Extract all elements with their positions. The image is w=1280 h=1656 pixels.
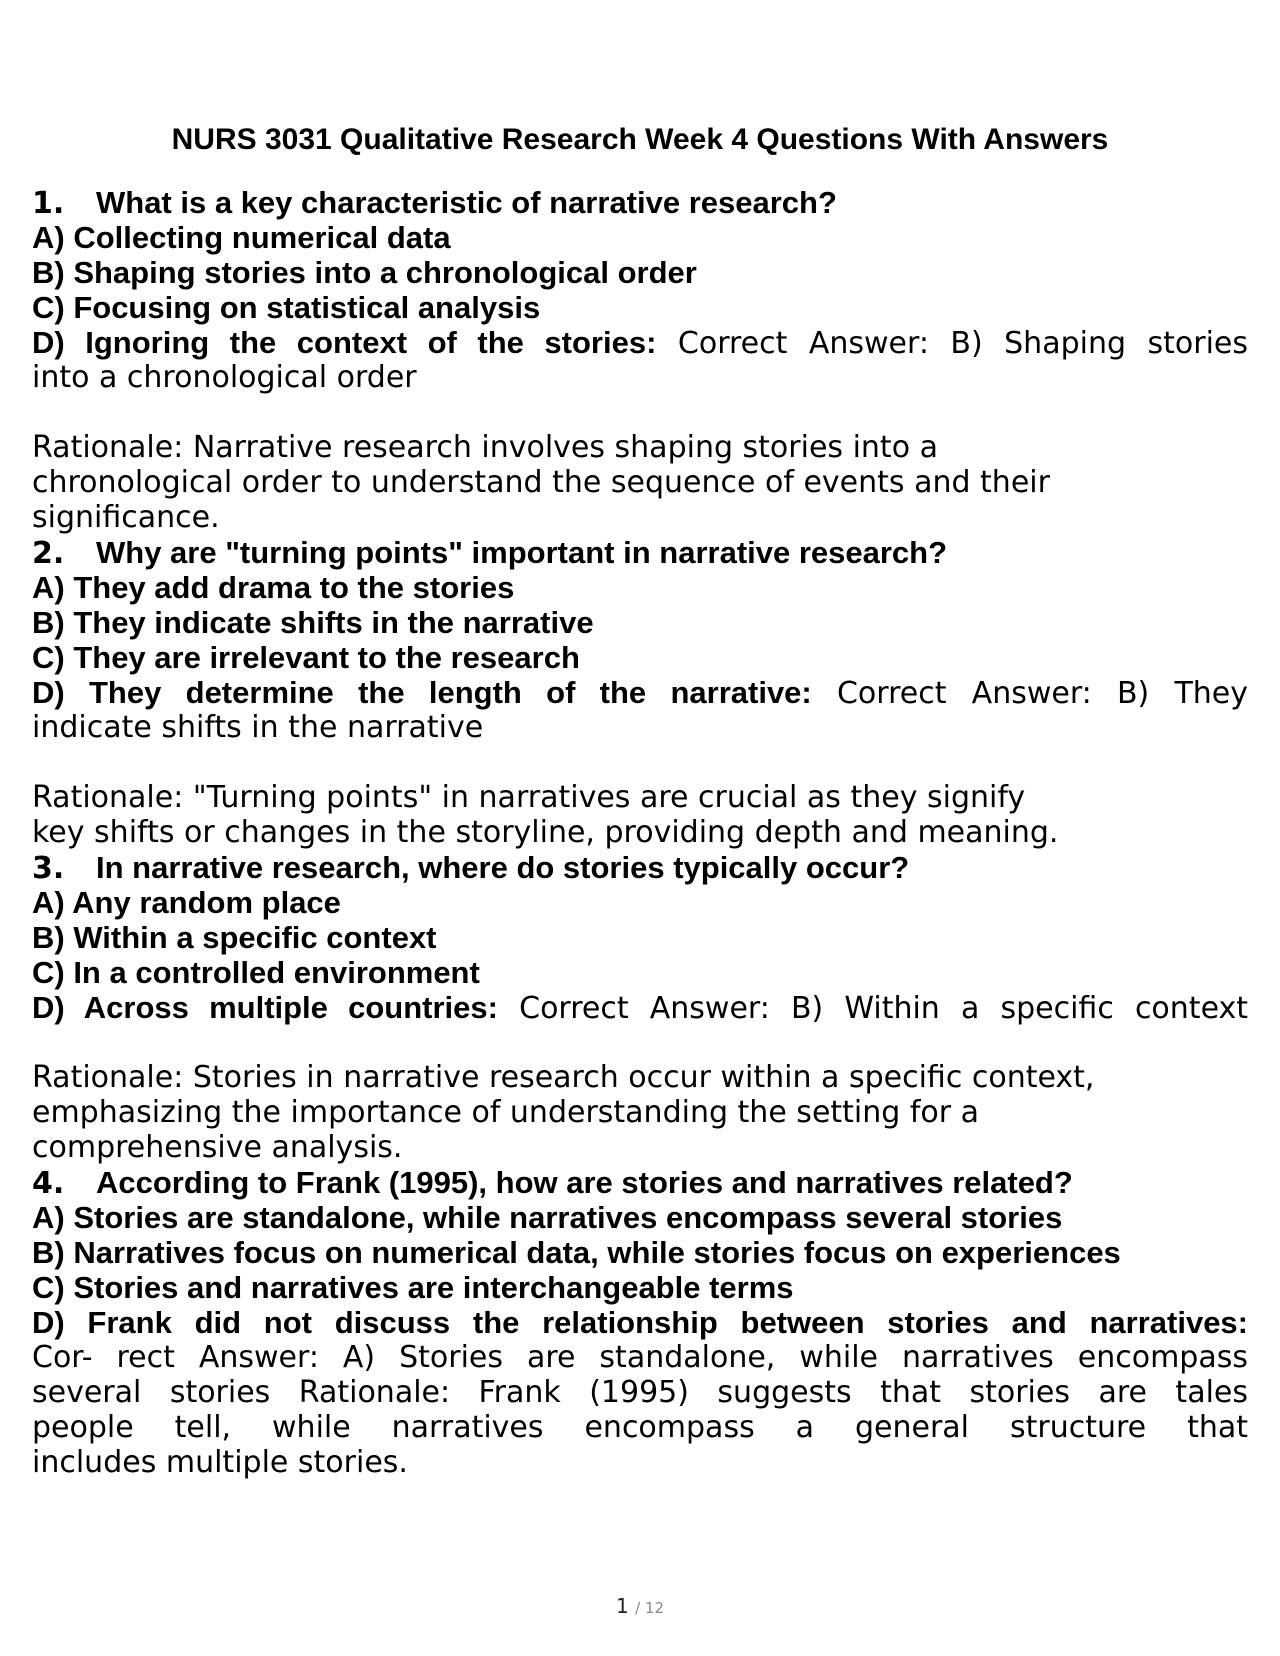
rationale-line: Rationale: Stories in narrative research occur within a specific context, <box>32 1060 1095 1095</box>
option-b: B) They indicate shifts in the narrative <box>32 605 594 640</box>
question-number: 1. <box>32 186 65 221</box>
option-c: C) Focusing on statistical analysis <box>32 290 541 325</box>
option-d-answer <box>32 324 1248 361</box>
option-d: D) Ignoring the context of the stories: <box>32 325 657 360</box>
option-d-answer <box>32 989 1248 1026</box>
answer-text: Correct Answer: B) Shaping stories <box>677 326 1248 361</box>
option-b: B) Shaping stories into a chronological order <box>32 255 697 290</box>
question-text: Why are "turning points" important in narrative research? <box>96 535 948 570</box>
option-b: B) Within a specific context <box>32 920 437 955</box>
question-text: What is a key characteristic of narrative research? <box>96 185 837 220</box>
answer-continuation: indicate shifts in the narrative <box>32 710 484 745</box>
option-a: A) Any random place <box>32 885 341 920</box>
option-d: D) They determine the length of the narrative: <box>32 675 812 710</box>
question-4 <box>32 1164 1248 1201</box>
option-d: D) Across multiple countries: <box>32 990 498 1025</box>
document-title: NURS 3031 Qualitative Research Week 4 Questions With Answers <box>171 123 1109 156</box>
answer-line: several stories Rationale: Frank (1995) suggests that stories are tales <box>32 1375 1248 1410</box>
option-a: A) Stories are standalone, while narratives encompass several stories <box>32 1200 1063 1235</box>
answer-text: Correct Answer: B) They <box>836 676 1248 711</box>
rationale-line: chronological order to understand the sequence of events and their <box>32 465 1050 500</box>
option-c: C) In a controlled environment <box>32 955 480 990</box>
question-text: According to Frank (1995), how are stories and narratives related? <box>96 1165 1073 1200</box>
answer-text: Correct Answer: B) Within a specific context <box>519 991 1249 1026</box>
question-text: In narrative research, where do stories typically occur? <box>96 850 910 885</box>
answer-line: Cor- rect Answer: A) Stories are standalone, while narratives encompass <box>32 1340 1248 1375</box>
total-pages: / 12 <box>635 1599 664 1617</box>
question-number: 2. <box>32 536 65 571</box>
question-3 <box>32 849 1248 886</box>
answer-continuation: into a chronological order <box>32 360 417 395</box>
rationale-line: Rationale: Narrative research involves shaping stories into a <box>32 430 938 465</box>
option-c: C) Stories and narratives are interchangeable terms <box>32 1270 794 1305</box>
question-number: 3. <box>32 851 65 886</box>
question-1 <box>32 184 1248 221</box>
question-2 <box>32 534 1248 571</box>
rationale-line: Rationale: "Turning points" in narratives are crucial as they signify <box>32 780 1026 815</box>
option-c: C) They are irrelevant to the research <box>32 640 580 675</box>
rationale-line: key shifts or changes in the storyline, providing depth and meaning. <box>32 815 1059 850</box>
page-indicator <box>0 1594 1280 1618</box>
rationale-line: comprehensive analysis. <box>32 1130 403 1165</box>
option-a: A) They add drama to the stories <box>32 570 515 605</box>
question-number: 4. <box>32 1166 65 1201</box>
option-a: A) Collecting numerical data <box>32 220 451 255</box>
answer-line: includes multiple stories. <box>32 1445 408 1480</box>
answer-line: people tell, while narratives encompass a general structure that <box>32 1410 1248 1445</box>
option-d-answer <box>32 674 1248 711</box>
rationale-line: emphasizing the importance of understanding the setting for a <box>32 1095 980 1130</box>
option-b: B) Narratives focus on numerical data, while stories focus on experiences <box>32 1235 1121 1270</box>
option-d: D) Frank did not discuss the relationship between stories and narratives: <box>32 1305 1248 1340</box>
current-page: 1 <box>615 1594 629 1618</box>
rationale-line: significance. <box>32 500 220 535</box>
